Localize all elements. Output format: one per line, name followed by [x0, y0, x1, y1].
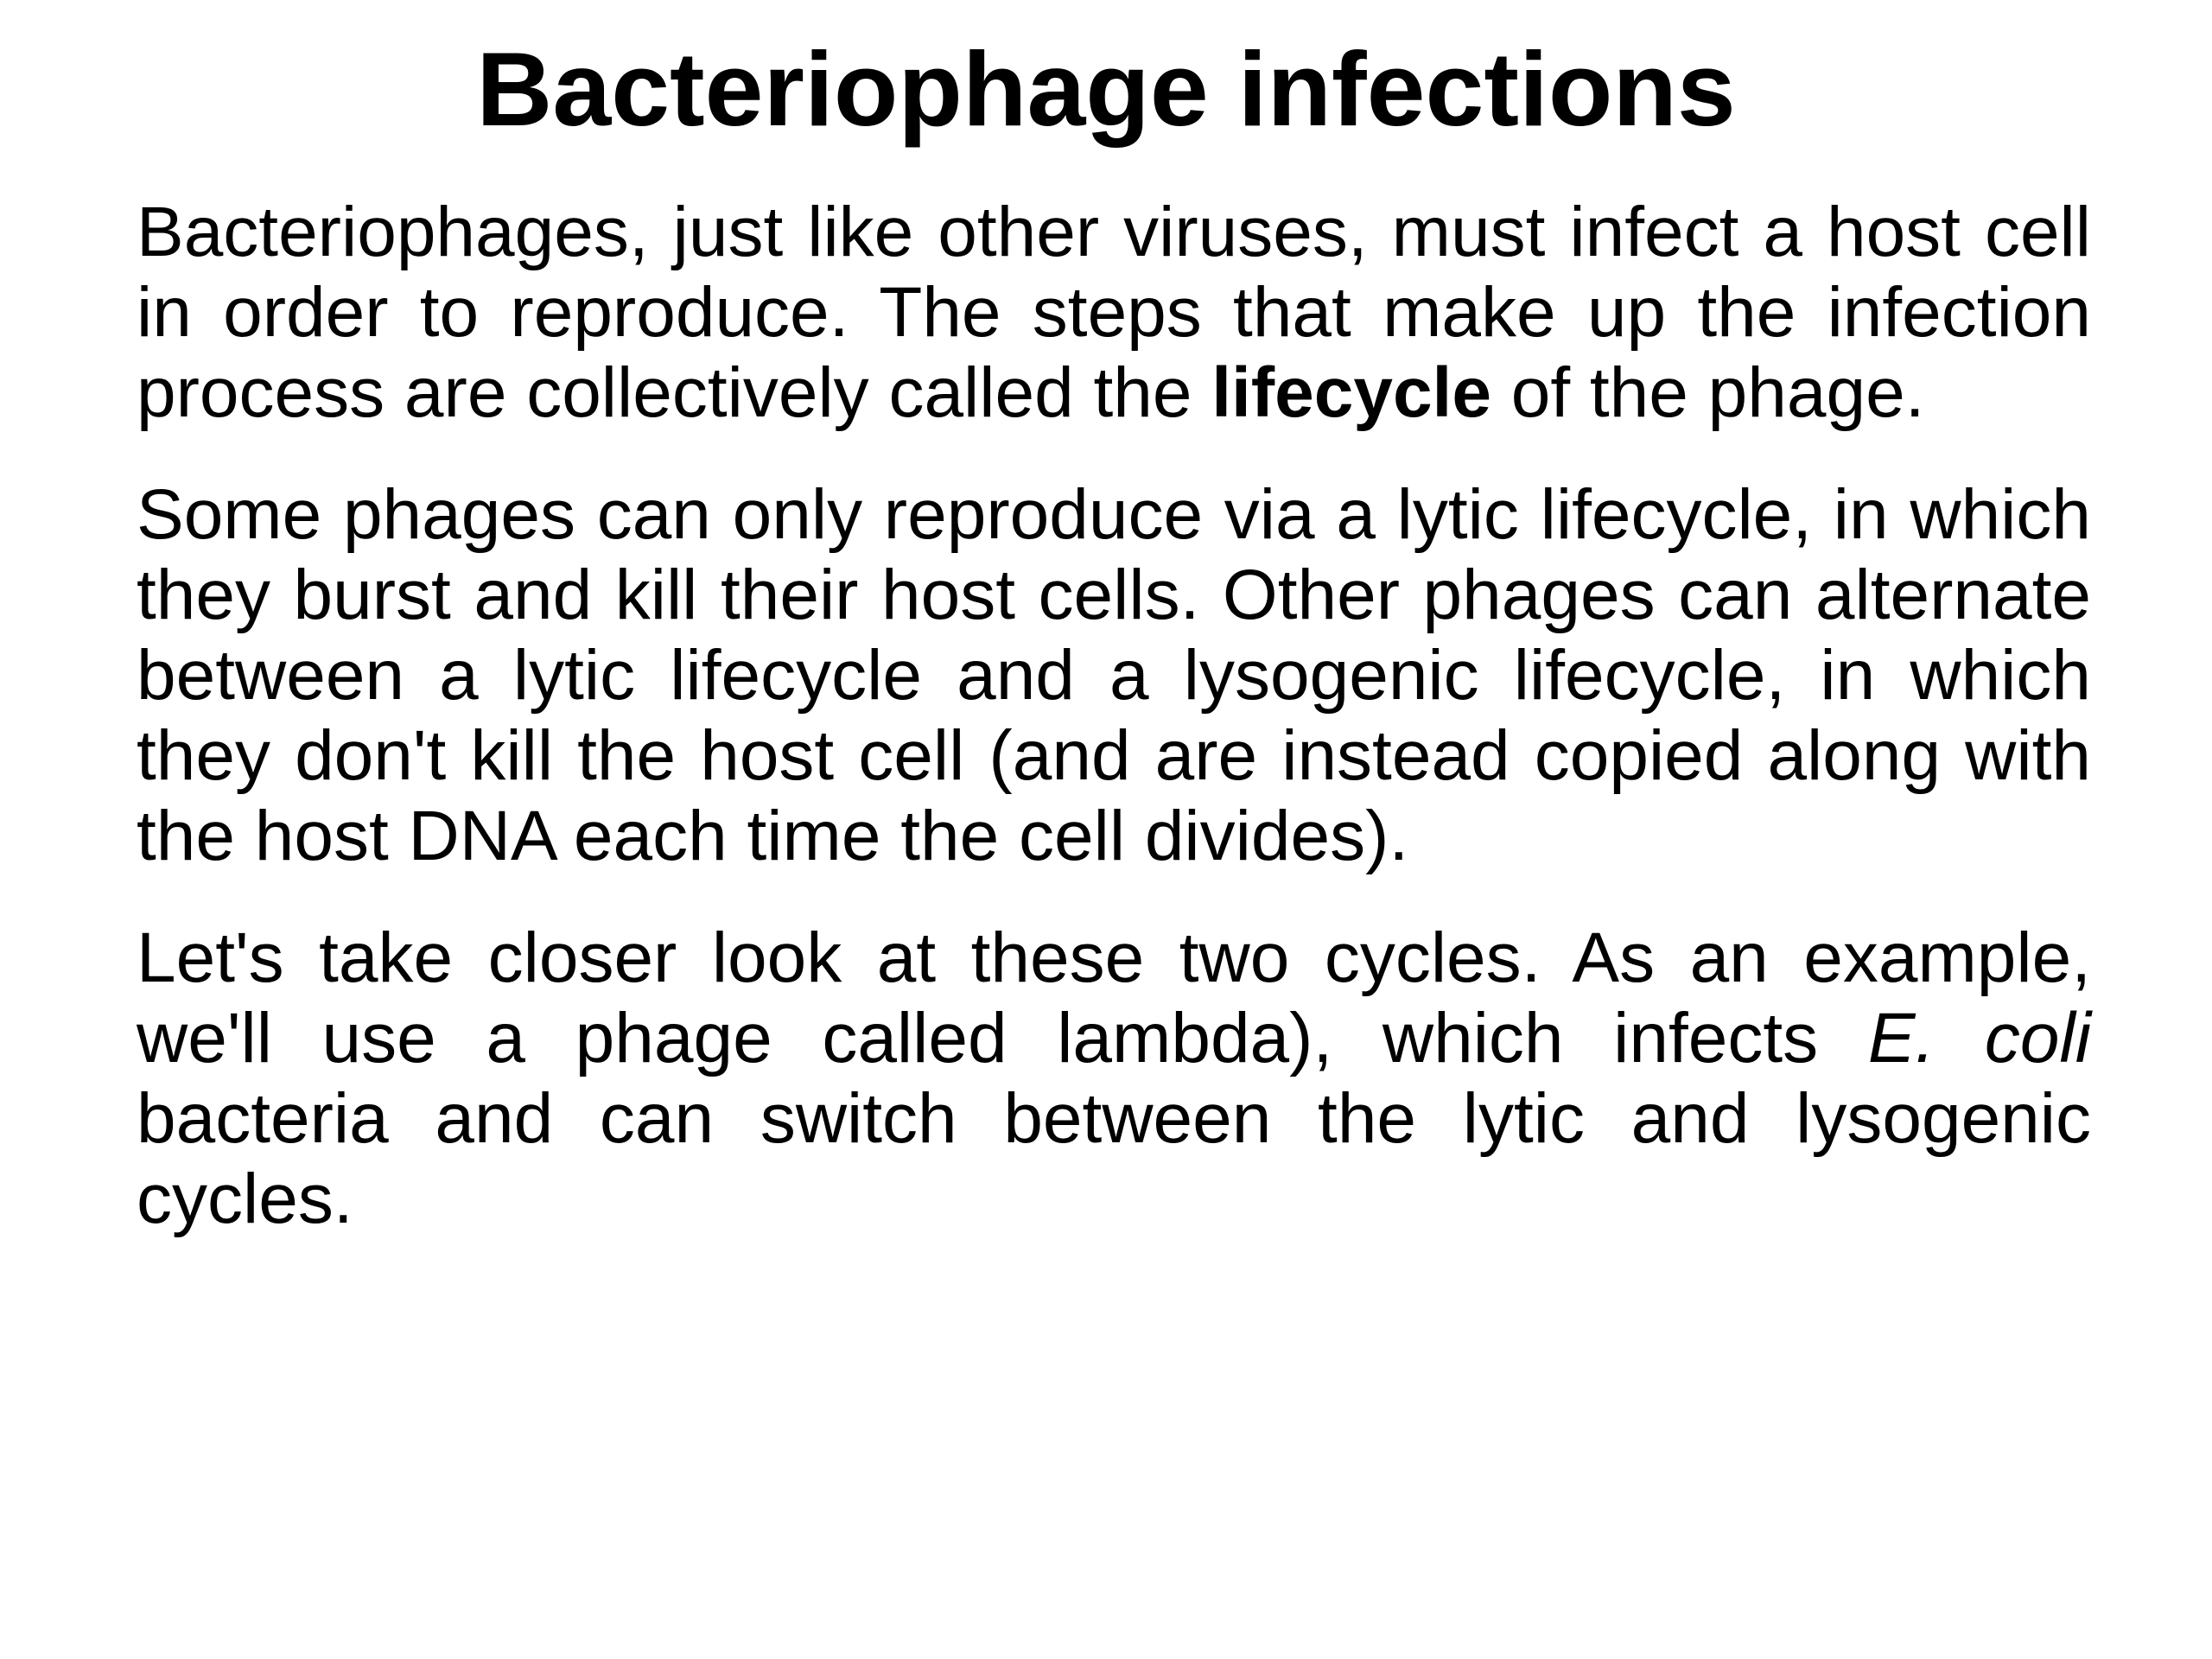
- lifecycle-term: lifecycle: [1211, 353, 1491, 432]
- paragraph-lifecycles: Some phages can only reproduce via a lytic lifecycle, in which they burst and kill their host cells. Other phages can alternate between a lytic lifecycle and a lysogenic lifecycle, in which they don't kill the host cell (and are instead copied along with the host DNA each time the cell divides).: [137, 475, 2091, 875]
- slide-title: Bacteriophage infections: [476, 30, 1736, 148]
- paragraph-example: [137, 918, 2091, 1239]
- paragraph-example-text: Let's take closer look at these two cycles. As an example, we'll use a phage called lambda), which infects: [137, 918, 2091, 1077]
- slide-body: [137, 192, 2091, 1281]
- ecoli-term: E. coli: [1867, 999, 2091, 1077]
- paragraph-intro-text: Bacteriophages, just like other viruses, must infect a host cell in order to reproduce. The steps that make up the infection process are collectively called the: [137, 193, 2091, 432]
- paragraph-intro: [137, 192, 2091, 433]
- paragraph-example-end: bacteria and can switch between the lytic and lysogenic cycles.: [137, 1079, 2091, 1238]
- paragraph-intro-end: of the phage.: [1491, 353, 1925, 432]
